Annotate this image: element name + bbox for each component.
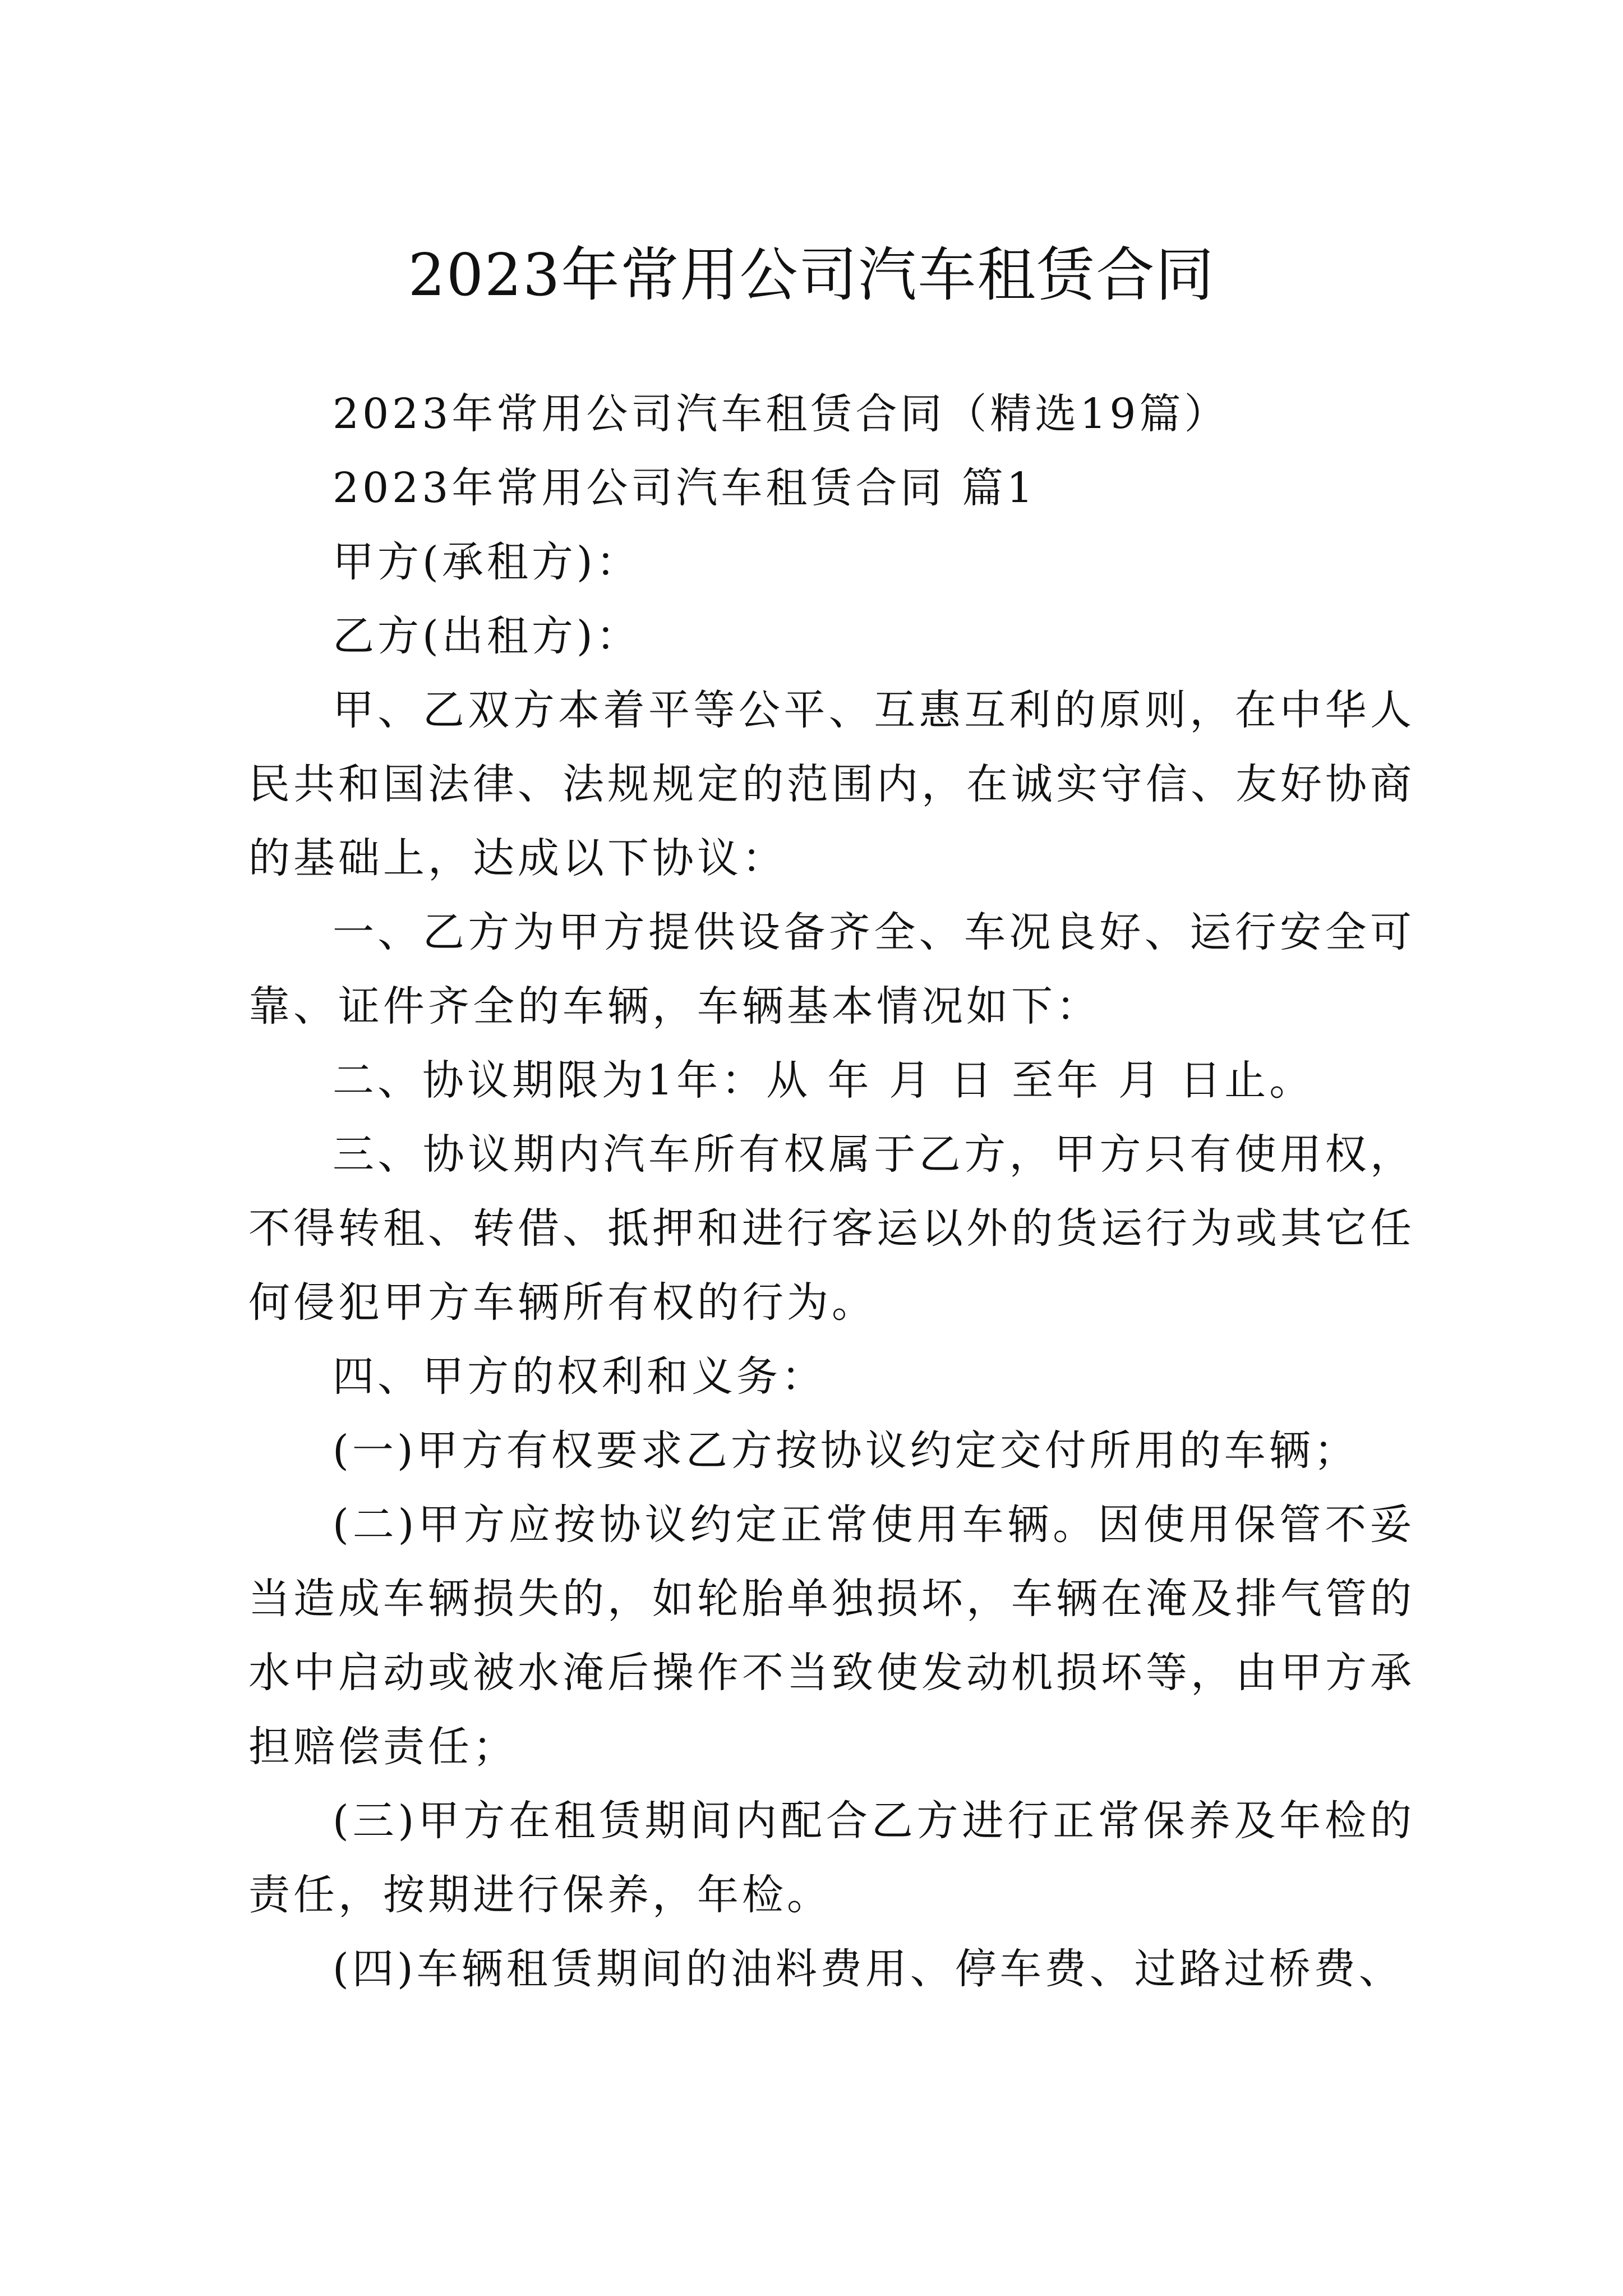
paragraph-clause-1: 一、乙方为甲方提供设备齐全、车况良好、运行安全可靠、证件齐全的车辆，车辆基本情况如下：: [248, 908, 1415, 1030]
paragraph-clause-4-3: (三)甲方在租赁期间内配合乙方进行正常保养及年检的责任，按期进行保养，年检。: [248, 1797, 1415, 1919]
paragraph-clause-4-2: (二)甲方应按协议约定正常使用车辆。因使用保管不妥当造成车辆损失的，如轮胎单独损坏，车辆在淹及排气管的水中启动或被水淹后操作不当致使发动机损坏等，由甲方承担赔偿责任；: [248, 1501, 1415, 1771]
document-title: 2023年常用公司汽车租赁合同: [408, 240, 1215, 309]
paragraph-clause-4: 四、甲方的权利和义务：: [333, 1352, 826, 1401]
paragraph-subtitle: 2023年常用公司汽车租赁合同（精选19篇）: [333, 390, 1229, 438]
paragraph-section-heading: 2023年常用公司汽车租赁合同 篇1: [333, 464, 1036, 512]
paragraph-clause-4-4: (四)车辆租赁期间的油料费用、停车费、过路过桥费、: [333, 1945, 1404, 1993]
paragraph-preamble: 甲、乙双方本着平等公平、互惠互利的原则，在中华人民共和国法律、法规规定的范围内，在诚实守信、友好协商的基础上，达成以下协议：: [248, 686, 1415, 882]
paragraph-party-b: 乙方(出租方)：: [333, 612, 641, 660]
paragraph-clause-3: 三、协议期内汽车所有权属于乙方，甲方只有使用权，不得转租、转借、抵押和进行客运以外的货运行为或其它任何侵犯甲方车辆所有权的行为。: [248, 1130, 1415, 1327]
paragraph-party-a: 甲方(承租方)：: [333, 538, 641, 586]
document-body: [248, 377, 1415, 2006]
paragraph-clause-2: 二、协议期限为1年：从 年 月 日 至年 月 日止。: [333, 1056, 1315, 1105]
paragraph-clause-4-1: (一)甲方有权要求乙方按协议约定交付所用的车辆；: [333, 1427, 1359, 1475]
